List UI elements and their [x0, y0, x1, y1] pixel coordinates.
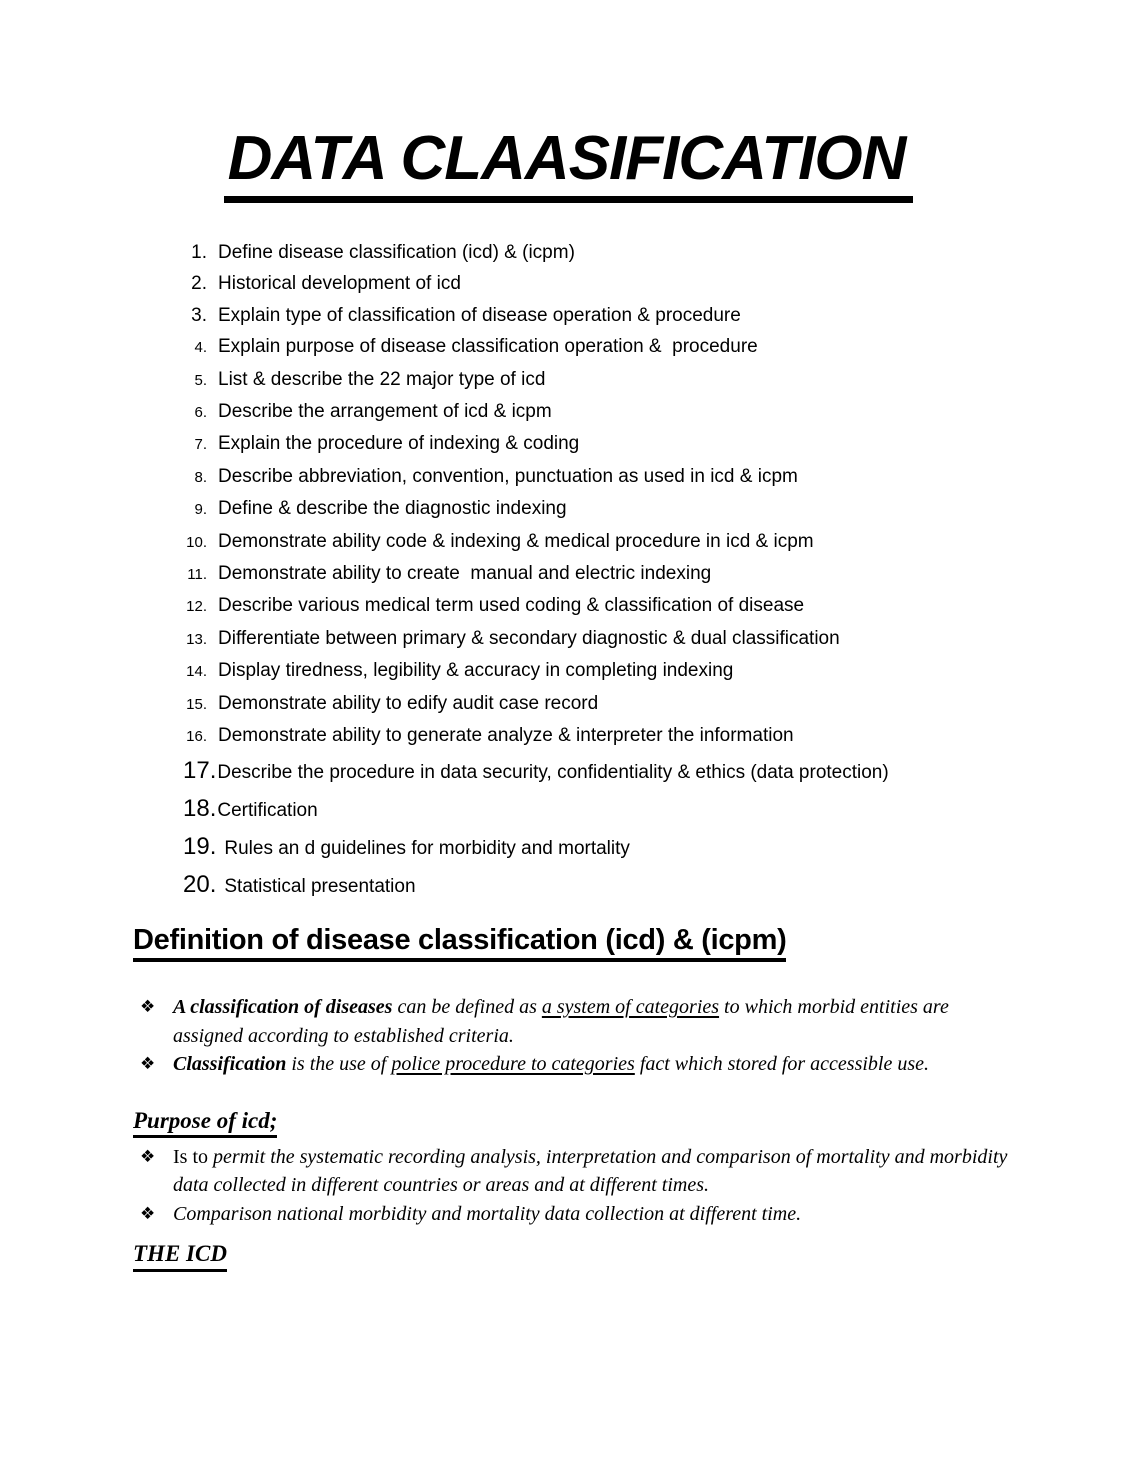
toc-item-text: Demonstrate ability code & indexing & medical procedure in icd & icpm [218, 530, 814, 552]
toc-item-number: 13. [186, 630, 207, 648]
toc-item-number: 12. [186, 598, 207, 616]
toc-item-text: Explain type of classification of disease operation & procedure [218, 304, 741, 326]
toc-item-text: Describe the arrangement of icd & icpm [218, 401, 552, 423]
text-segment: a system of categories [541, 996, 720, 1019]
toc-item [135, 268, 1137, 299]
toc-item-text: Explain purpose of disease classification operation & procedure [218, 336, 758, 358]
definition-heading-block [133, 924, 1137, 962]
toc-item-text: Differentiate between primary & secondary diagnostic & dual classification [218, 627, 840, 649]
text-segment: permit the systematic recording analysis, interpretation and comparison of mortality and morbidity data collected in different countries or areas and at different times. [173, 1145, 1008, 1197]
text-segment: is the use of [286, 1053, 392, 1076]
bullet-item [140, 993, 1137, 1050]
bullet-item [140, 1143, 1137, 1200]
toc-item-text: Define & describe the diagnostic indexing [218, 498, 567, 520]
toc-item-text: Rules an d guidelines for morbidity and mortality [224, 838, 630, 860]
toc-item [135, 364, 1137, 396]
toc-item-text: Explain the procedure of indexing & coding [218, 433, 580, 455]
toc-item [135, 493, 1137, 525]
diamond-bullet-icon: ❖ [140, 997, 156, 1018]
toc-item-number: 14. [186, 663, 207, 681]
toc-item-text: Describe various medical term used coding & classification of disease [218, 595, 805, 617]
toc-item-text: Demonstrate ability to create manual and electric indexing [218, 563, 712, 585]
toc-item-number: 9. [194, 501, 207, 519]
toc-item-number: 10. [186, 533, 207, 551]
text-segment: can be defined as [392, 996, 542, 1019]
bullet-text [173, 1143, 1018, 1200]
toc-item-text: Certification [217, 799, 318, 821]
toc-item [135, 688, 1137, 720]
toc-item-text: Historical development of icd [218, 273, 461, 295]
toc-item-number: 19. [183, 833, 217, 861]
toc-item-number: 15. [186, 695, 207, 713]
text-segment: Is to [173, 1145, 213, 1168]
toc-item-text: List & describe the 22 major type of icd [218, 368, 546, 390]
toc-item-number: 20. [183, 871, 217, 899]
bullet-item [140, 1050, 1137, 1079]
toc-item-number: 2. [191, 273, 207, 295]
toc-list [135, 237, 1137, 906]
toc-item-number: 18. [183, 794, 217, 822]
toc-item-number: 11. [187, 566, 207, 584]
toc-item [135, 655, 1137, 687]
purpose-bullet-list [140, 1143, 1137, 1229]
toc-item-number: 5. [194, 371, 207, 389]
toc-item-text: Demonstrate ability to edify audit case record [218, 692, 599, 714]
toc-item-number: 3. [191, 304, 207, 326]
toc-item [135, 590, 1137, 622]
section-heading-definition: Definition of disease classification (icd) & (icpm) [133, 924, 786, 962]
text-segment: police procedure to categories [391, 1053, 635, 1076]
toc-item [135, 300, 1137, 331]
toc-item-number: 6. [194, 404, 207, 422]
definition-bullet-list [140, 993, 1137, 1079]
text-segment: fact which stored for accessible use. [634, 1053, 930, 1076]
section-heading-purpose: Purpose of icd; [133, 1108, 277, 1138]
toc-item-text: Define disease classification (icd) & (icpm) [218, 242, 575, 263]
document-title: DATA CLAASIFICATION [224, 128, 914, 203]
toc-item [183, 791, 1137, 829]
text-segment: Comparison national morbidity and mortality data collection at different time. [173, 1202, 802, 1225]
toc-item [135, 720, 1137, 752]
the-icd-heading-block [133, 1241, 1137, 1271]
toc-item [135, 428, 1137, 460]
toc-item [135, 623, 1137, 655]
toc-item [183, 753, 1137, 791]
toc-item [183, 829, 1137, 867]
bullet-text [173, 1050, 1018, 1079]
diamond-bullet-icon: ❖ [140, 1203, 156, 1224]
diamond-bullet-icon: ❖ [140, 1146, 156, 1167]
toc-item [183, 867, 1137, 905]
toc-item-text: Statistical presentation [224, 876, 416, 898]
bullet-item [140, 1200, 1137, 1229]
toc-item [135, 396, 1137, 428]
toc-item [135, 237, 1137, 268]
purpose-heading-block [133, 1108, 1137, 1138]
toc-item-number: 1. [191, 242, 207, 263]
toc-item-text: Display tiredness, legibility & accuracy in completing indexing [218, 660, 734, 682]
text-segment: A classification of diseases [173, 996, 393, 1019]
diamond-bullet-icon: ❖ [140, 1054, 156, 1075]
toc-item [135, 331, 1137, 363]
toc-item-text: Demonstrate ability to generate analyze & interpreter the information [218, 725, 794, 747]
text-segment: Classification [173, 1053, 287, 1076]
bullet-text [173, 993, 1018, 1050]
toc-item-text: Describe the procedure in data security, confidentiality & ethics (data protection) [217, 761, 889, 783]
title-block [0, 0, 1137, 203]
bullet-text [173, 1200, 1018, 1229]
toc-item-number: 16. [186, 728, 207, 746]
toc-item-number: 4. [194, 339, 207, 357]
text-segment: to which morbid entities are assigned according to established criteria. [173, 996, 949, 1047]
toc-item-number: 17. [183, 756, 217, 784]
toc-item-number: 8. [194, 468, 207, 486]
toc-item-number: 7. [194, 436, 207, 454]
toc-item-text: Describe abbreviation, convention, punctuation as used in icd & icpm [218, 465, 798, 487]
section-heading-the-icd: THE ICD [133, 1241, 227, 1271]
toc-item [135, 558, 1137, 590]
toc-item [135, 461, 1137, 493]
toc-item [135, 526, 1137, 558]
